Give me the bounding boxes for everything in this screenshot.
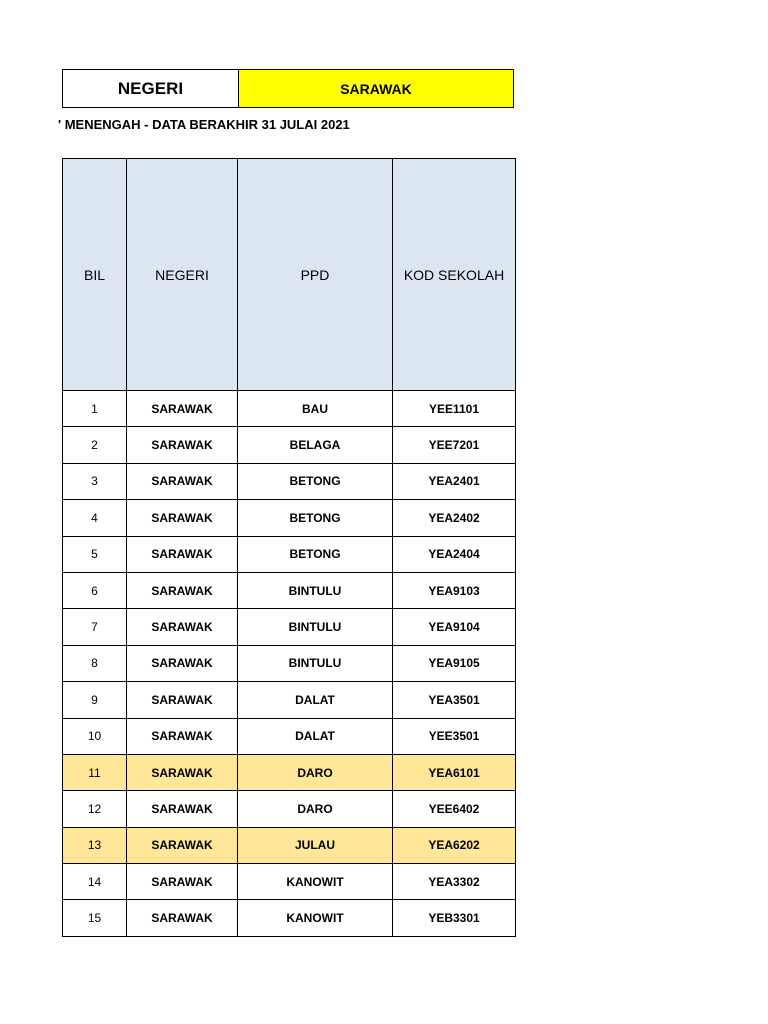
cell-bil[interactable]: 9 [63,682,127,718]
cell-kod-sekolah[interactable]: YEA2404 [393,536,516,572]
cell-bil[interactable]: 15 [63,900,127,936]
table-row [63,463,516,499]
cell-ppd[interactable]: DARO [238,754,393,790]
column-header-kod-sekolah: KOD SEKOLAH [393,159,516,391]
table-header-row [63,159,516,391]
state-label: NEGERI [63,70,239,107]
cell-negeri[interactable]: SARAWAK [127,572,238,608]
table-row [63,754,516,790]
cell-ppd[interactable]: BETONG [238,463,393,499]
table-row [63,791,516,827]
cell-bil[interactable]: 8 [63,645,127,681]
cell-bil[interactable]: 11 [63,754,127,790]
table-row [63,572,516,608]
cell-negeri[interactable]: SARAWAK [127,463,238,499]
cell-ppd[interactable]: BAU [238,391,393,427]
cell-kod-sekolah[interactable]: YEA3302 [393,864,516,900]
cell-bil[interactable]: 2 [63,427,127,463]
cell-ppd[interactable]: BINTULU [238,609,393,645]
table-row [63,427,516,463]
cell-ppd[interactable]: KANOWIT [238,900,393,936]
cell-negeri[interactable]: SARAWAK [127,827,238,863]
cell-kod-sekolah[interactable]: YEA3501 [393,682,516,718]
cell-bil[interactable]: 12 [63,791,127,827]
table-row [63,609,516,645]
cell-kod-sekolah[interactable]: YEB3301 [393,900,516,936]
table-row [63,500,516,536]
state-value[interactable]: SARAWAK [239,70,513,107]
cell-kod-sekolah[interactable]: YEE6402 [393,791,516,827]
cell-ppd[interactable]: BINTULU [238,645,393,681]
table-row [63,682,516,718]
cell-ppd[interactable]: KANOWIT [238,864,393,900]
cell-ppd[interactable]: JULAU [238,827,393,863]
cell-bil[interactable]: 10 [63,718,127,754]
cell-ppd[interactable]: BELAGA [238,427,393,463]
table-row [63,718,516,754]
cell-kod-sekolah[interactable]: YEA9105 [393,645,516,681]
cell-negeri[interactable]: SARAWAK [127,500,238,536]
table-row [63,645,516,681]
cell-ppd[interactable]: DARO [238,791,393,827]
cell-negeri[interactable]: SARAWAK [127,391,238,427]
cell-bil[interactable]: 4 [63,500,127,536]
cell-bil[interactable]: 13 [63,827,127,863]
cell-negeri[interactable]: SARAWAK [127,645,238,681]
cell-negeri[interactable]: SARAWAK [127,718,238,754]
cell-negeri[interactable]: SARAWAK [127,609,238,645]
table-body [63,391,516,937]
cell-kod-sekolah[interactable]: YEA2402 [393,500,516,536]
cell-negeri[interactable]: SARAWAK [127,754,238,790]
cell-bil[interactable]: 5 [63,536,127,572]
cell-kod-sekolah[interactable]: YEA6101 [393,754,516,790]
table-row [63,391,516,427]
cell-negeri[interactable]: SARAWAK [127,427,238,463]
cell-negeri[interactable]: SARAWAK [127,682,238,718]
cell-negeri[interactable]: SARAWAK [127,536,238,572]
cell-kod-sekolah[interactable]: YEA6202 [393,827,516,863]
cell-kod-sekolah[interactable]: YEA9103 [393,572,516,608]
cell-kod-sekolah[interactable]: YEA9104 [393,609,516,645]
cell-kod-sekolah[interactable]: YEA2401 [393,463,516,499]
cell-bil[interactable]: 3 [63,463,127,499]
cell-negeri[interactable]: SARAWAK [127,900,238,936]
cell-kod-sekolah[interactable]: YEE1101 [393,391,516,427]
cell-ppd[interactable]: DALAT [238,682,393,718]
cell-negeri[interactable]: SARAWAK [127,791,238,827]
cell-bil[interactable]: 14 [63,864,127,900]
cell-ppd[interactable]: BETONG [238,536,393,572]
cell-bil[interactable]: 6 [63,572,127,608]
column-header-bil: BIL [63,159,127,391]
column-header-negeri: NEGERI [127,159,238,391]
table-row [63,536,516,572]
cell-kod-sekolah[interactable]: YEE3501 [393,718,516,754]
cell-bil[interactable]: 1 [63,391,127,427]
cell-ppd[interactable]: BETONG [238,500,393,536]
table-row [63,827,516,863]
cell-negeri[interactable]: SARAWAK [127,864,238,900]
report-subtitle: ' MENENGAH - DATA BERAKHIR 31 JULAI 2021 [58,117,350,132]
table-row [63,900,516,936]
column-header-ppd: PPD [238,159,393,391]
school-table [62,158,516,937]
state-header [62,69,514,108]
cell-kod-sekolah[interactable]: YEE7201 [393,427,516,463]
table-row [63,864,516,900]
cell-bil[interactable]: 7 [63,609,127,645]
cell-ppd[interactable]: BINTULU [238,572,393,608]
cell-ppd[interactable]: DALAT [238,718,393,754]
